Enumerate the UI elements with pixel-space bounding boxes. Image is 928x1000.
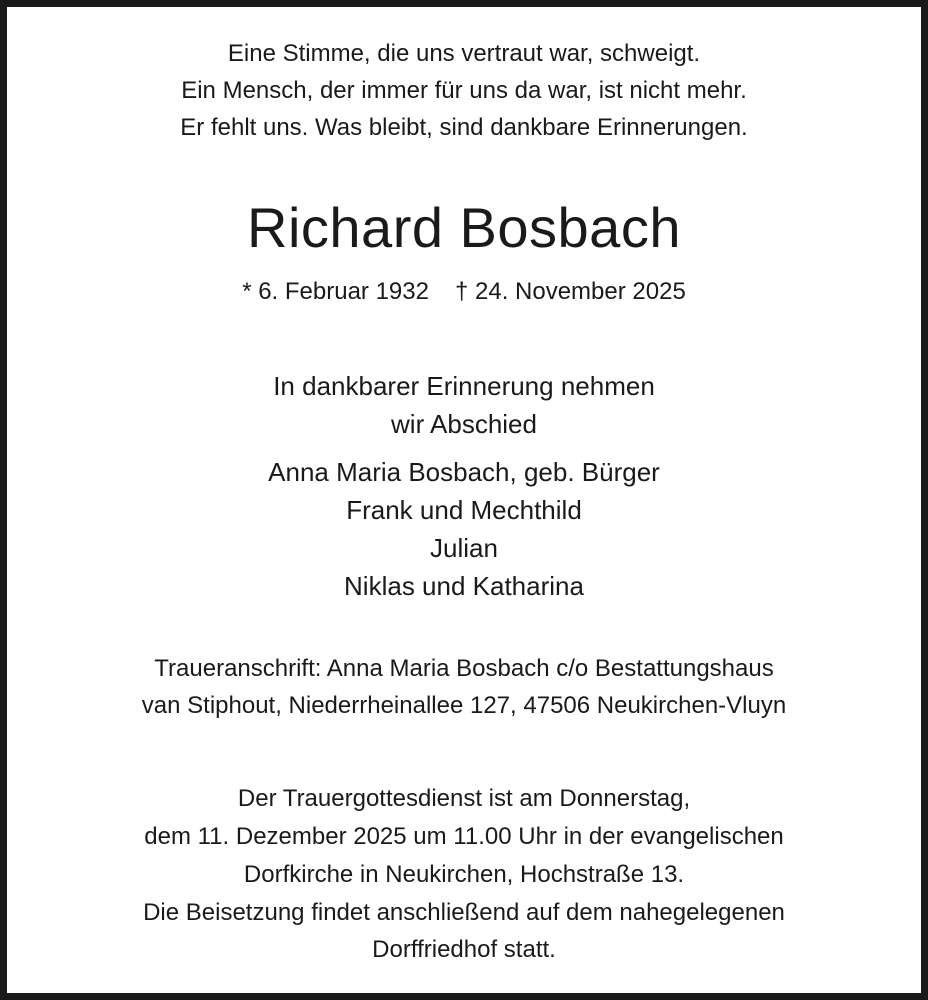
- memorial-quote: [7, 35, 921, 146]
- quote-line: Er fehlt uns. Was bleibt, sind dankbare Erinnerungen.: [180, 114, 748, 141]
- death-date: † 24. November 2025: [454, 278, 686, 305]
- service-line: Der Trauergottesdienst ist am Donnerstag,: [237, 785, 691, 812]
- burial-info: [7, 894, 921, 968]
- farewell-line: In dankbarer Erinnerung nehmen: [273, 371, 655, 401]
- quote-line: Ein Mensch, der immer für uns da war, ist nicht mehr.: [181, 77, 747, 104]
- address-line: van Stiphout, Niederrheinallee 127, 47506 Neukirchen-Vluyn: [141, 692, 787, 719]
- mourner-name: Frank und Mechthild: [346, 495, 582, 525]
- mourning-address: [7, 650, 921, 724]
- mourner-name: Anna Maria Bosbach, geb. Bürger: [268, 457, 660, 487]
- mourner-name: Julian: [430, 533, 498, 563]
- birth-date: * 6. Februar 1932: [242, 278, 429, 305]
- mourner-name: Niklas und Katharina: [344, 571, 584, 601]
- burial-line: Dorffriedhof statt.: [372, 936, 556, 963]
- service-line: dem 11. Dezember 2025 um 11.00 Uhr in der evangelischen: [144, 823, 784, 850]
- farewell-line: wir Abschied: [391, 409, 537, 439]
- burial-line: Die Beisetzung findet anschließend auf dem nahegelegenen: [143, 899, 785, 926]
- quote-line: Eine Stimme, die uns vertraut war, schweigt.: [227, 40, 701, 67]
- mourners-list: [7, 453, 921, 605]
- address-line: Traueranschrift: Anna Maria Bosbach c/o Bestattungshaus: [154, 655, 774, 682]
- life-dates: [7, 274, 921, 310]
- funeral-service-info: [7, 780, 921, 894]
- service-line: Dorfkirche in Neukirchen, Hochstraße 13.: [243, 861, 685, 888]
- deceased-name: Richard Bosbach: [247, 196, 681, 259]
- farewell-text: [7, 367, 921, 443]
